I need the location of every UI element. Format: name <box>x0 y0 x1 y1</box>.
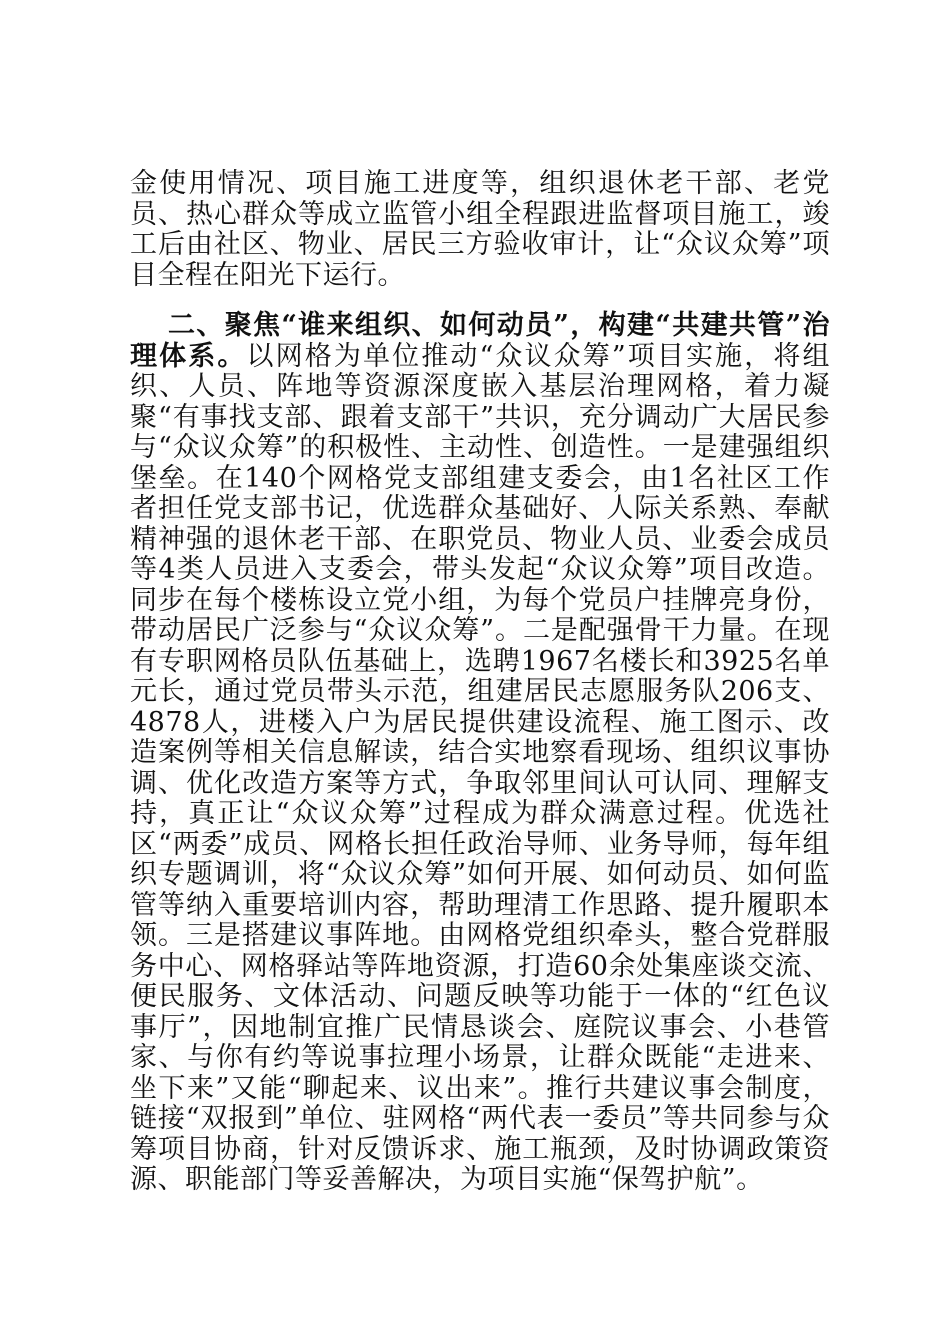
paragraph-1-text: 金使用情况、项目施工进度等，组织退休老干部、老党员、热心群众等成立监管小组全程跟进监督项目施工，竣工后由社区、物业、居民三方验收审计，让“众议众筹”项目全程在阳光下运行。 <box>130 168 830 291</box>
section-two-heading: 二、聚焦“谁来组织、如何动员”，构建“共建共管”治理体系。 <box>130 310 830 372</box>
section-two-paragraph <box>130 311 830 1196</box>
paragraph-continuation <box>130 169 830 291</box>
section-two-body: 以网格为单位推动“众议众筹”项目实施，将组织、人员、阵地等资源深度嵌入基层治理网格，着力凝聚“有事找支部、跟着支部干”共识，充分调动广大居民参与“众议众筹”的积极性、主动性、创造性。一是建强组织堡垒。在140个网格党支部组建支委会，由1名社区工作者担任党支部书记，优选群众基础好、人际关系熟、奉献精神强的退休老干部、在职党员、物业人员、业委会成员等4类人员进入支委会，带头发起“众议众筹”项目改造。同步在每个楼栋设立党小组，为每个党员户挂牌亮身份，带动居民广泛参与“众议众筹”。二是配强骨干力量。在现有专职网格员队伍基础上，选聘1967名楼长和3925名单元长，通过党员带头示范，组建居民志愿服务队206支、4878人，进楼入户为居民提供建设流程、施工图示、改造案例等相关信息解读，结合实地察看现场、组织议事协调、优化改造方案等方式，争取邻里间认可认同、理解支持，真正让“众议众筹”过程成为群众满意过程。优选社区“两委”成员、网格长担任政治导师、业务导师，每年组织专题调训，将“众议众筹”如何开展、如何动员、如何监管等纳入重要培训内容，帮助理清工作思路、提升履职本领。三是搭建议事阵地。由网格党组织牵头，整合党群服务中心、网格驿站等阵地资源，打造60余处集座谈交流、便民服务、文体活动、问题反映等功能于一体的“红色议事厅”，因地制宜推广民情恳谈会、庭院议事会、小巷管家、与你有约等说事拉理小场景，让群众既能“走进来、坐下来”又能“聊起来、议出来”。推行共建议事会制度，链接“双报到”单位、驻网格“两代表一委员”等共同参与众筹项目协商，针对反馈诉求、施工瓶颈，及时协调政策资源、职能部门等妥善解决，为项目实施“保驾护航”。 <box>130 340 830 1195</box>
